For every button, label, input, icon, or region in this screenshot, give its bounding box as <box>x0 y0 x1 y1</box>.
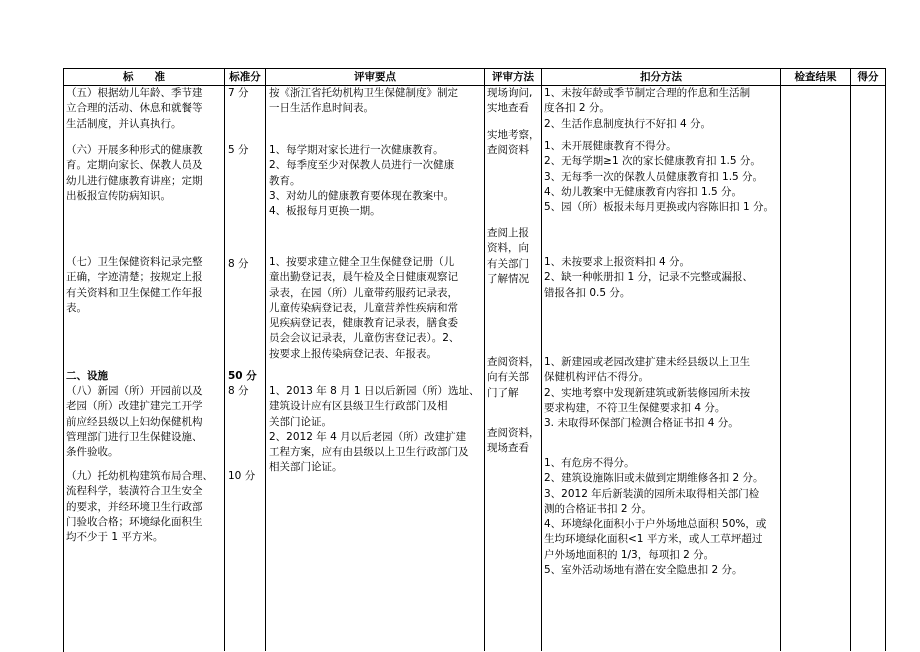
row-7-score: 8 分 <box>228 258 249 270</box>
row-5-standard: （五）根据幼儿年龄、季节建 立合理的活动、休息和就餐等 生活制度，并认真执行。 <box>66 87 203 130</box>
row-8-score: 8 分 <box>228 385 249 397</box>
row-9-deduction: 1、有危房不得分。 2、建筑设施陈旧或未做到定期维修各扣 2 分。 3、2012 年后新装潢的园所未取得相关部门检 测的合格证书扣 2 分。 4、环境绿化面积小于户外场地总面积 50%，或 生均环境绿化面积<1 平方米，或人工草坪超过 户外场地面积的 1/3，每项扣 2 分。 5、室外活动场地有潜在安全隐患扣 2 分。 <box>544 457 767 577</box>
row-5-deduction: 1、未按年龄或季节制定合理的作息和生活制 度各扣 2 分。 2、生活作息制度执行不好扣 4 分。 <box>544 87 751 130</box>
row-7-points: 1、按要求建立健全卫生保健登记册（儿 童出勤登记表，晨午检及全日健康观察记 录表，在园（所）儿童带药服药记录表， 儿童传染病登记表，儿童营养性疾病和常 见疾病登记表，健康教育记录表，膳食委 员会会议记录表，儿童伤害登记表）。2、 按要求上报传染病登记表、年报表。 <box>269 256 460 360</box>
row-9-score: 10 分 <box>228 470 256 482</box>
col-divider <box>224 68 225 651</box>
header-key-points: 评审要点 <box>354 71 396 83</box>
row-6-method: 实地考察， 查阅资料 <box>487 129 540 157</box>
section-facilities-title: 二、设施 <box>66 370 108 382</box>
col-divider <box>885 68 886 651</box>
col-divider <box>541 68 542 651</box>
row-8-method: 查阅资料， 向有关部 门了解 <box>487 356 540 399</box>
section-facilities-score: 50 分 <box>228 370 257 382</box>
row-6-points: 1、每学期对家长进行一次健康教育。 2、每季度至少对保教人员进行一次健康 教育。 3、对幼儿的健康教育要体现在教案中。 4、板报每月更换一期。 <box>269 144 455 218</box>
row-9-method: 查阅资料， 现场查看 <box>487 427 540 455</box>
header-score: 标准分 <box>229 71 261 83</box>
header-method: 评审方法 <box>492 71 534 83</box>
row-5-points: 按《浙江省托幼机构卫生保健制度》制定 一日生活作息时间表。 <box>269 87 458 115</box>
header-result: 检查结果 <box>794 71 837 83</box>
row-7-deduction: 1、未按要求上报资料扣 4 分。 2、缺一种帐册扣 1 分，记录不完整或漏报、 错报各扣 0.5 分。 <box>544 256 754 299</box>
row-8-standard: （八）新园（所）开园前以及 老园（所）改建扩建完工开学 前应经县级以上妇幼保健机构 管理部门进行卫生保健设施、 条件验收。 <box>66 385 203 459</box>
row-6-score: 5 分 <box>228 144 249 156</box>
col-divider <box>780 68 781 651</box>
row-7-method: 查阅上报 资料，向 有关部门 了解情况 <box>487 227 529 285</box>
header-got: 得分 <box>857 71 879 83</box>
row-9-standard: （九）托幼机构建筑布局合理、 流程科学，装潢符合卫生安全 的要求，并经环境卫生行政部 门验收合格；环境绿化面积生 均不少于 1 平方米。 <box>66 470 213 544</box>
col-divider <box>265 68 266 651</box>
col-divider <box>484 68 485 651</box>
row-7-standard: （七）卫生保健资料记录完整 正确，字迹清楚；按规定上报 有关资料和卫生保健工作年报 表。 <box>66 256 203 314</box>
row-5-score: 7 分 <box>228 87 249 99</box>
header-deduction: 扣分方法 <box>640 71 682 83</box>
row-6-standard: （六）开展多种形式的健康教 育。定期向家长、保教人员及 幼儿进行健康教育讲座；定期 出板报宣传防病知识。 <box>66 144 203 202</box>
header-standard: 标 准 <box>123 71 165 83</box>
row-5-method: 现场询问, 实地查看 <box>487 87 533 115</box>
row-6-deduction: 1、未开展健康教育不得分。 2、无每学期≥1 次的家长健康教育扣 1.5 分。 3、无每季一次的保教人员健康教育扣 1.5 分。 4、幼儿教案中无健康教育内容扣 1.5 分。 5、园（所）板报未每月更换或内容陈旧扣 1 分。 <box>544 140 775 214</box>
row-8-points: 1、2013 年 8 月 1 日以后新园（所）选址、 建筑设计应有区县级卫生行政部门及相 关部门论证。 2、2012 年 4 月以后老园（所）改建扩建 工程方案，应有由县级以上卫生行政部门及 相关部门论证。 <box>269 385 480 474</box>
row-8-deduction: 1、新建园或老园改建扩建未经县级以上卫生 保健机构评估不得分。 2、实地考察中发现新建筑或新装修园所未按 要求构建，不符卫生保健要求扣 4 分。 3. 未取得环保部门检测合格证书扣 4 分。 <box>544 356 751 430</box>
col-divider <box>850 68 851 651</box>
